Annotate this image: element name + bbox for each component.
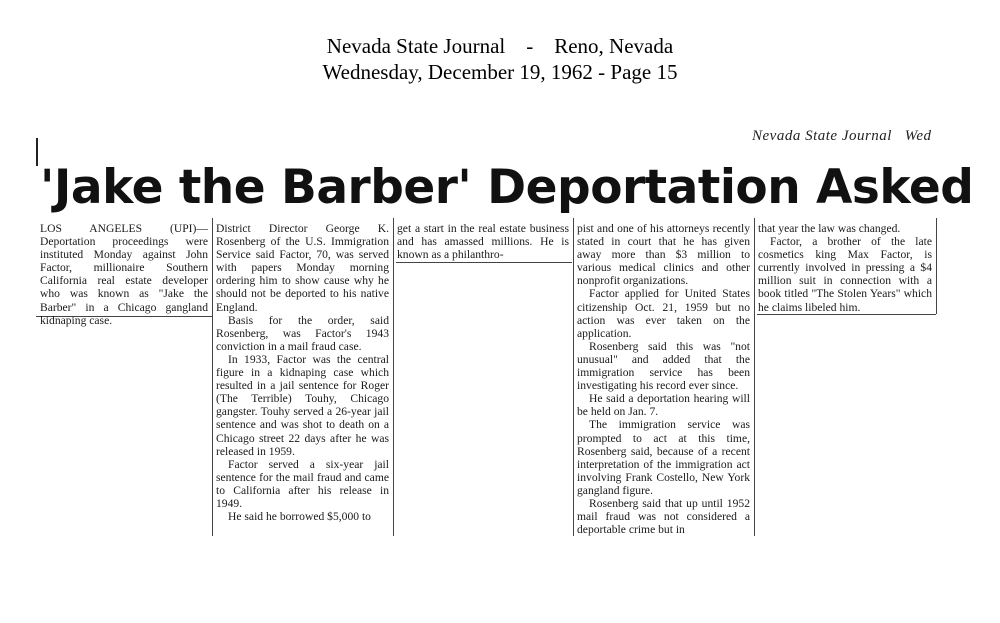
caption-line-2: Wednesday, December 19, 1962 - Page 15 <box>322 60 678 84</box>
article-column-2 <box>216 222 389 523</box>
column-end-rule <box>396 262 572 263</box>
article-column-4 <box>577 222 750 536</box>
article-paragraph: LOS ANGELES (UPI)—Deportation proceedings were instituted Monday against John Factor, millionaire Southern California real estate developer who was known as "Jake the Barber" in a Chicago gangland kidnaping case. <box>40 222 208 327</box>
article-paragraph: Rosenberg said this was "not unusual" and added that the immigration service has been investigating his record ever since. <box>577 339 750 393</box>
article-paragraph: Factor applied for United States citizenship Oct. 21, 1959 but no action was ever taken on the application. <box>577 287 750 340</box>
article-paragraph: District Director George K. Rosenberg of the U.S. Immigration Service said Factor, 70, was served with papers Monday morning ordering him to show cause why he should not be deported to his native England. <box>216 222 389 314</box>
article-paragraph: get a start in the real estate business and has amassed millions. He is known as a philanthro- <box>397 222 569 262</box>
masthead: Nevada State Journal Wed <box>752 128 932 144</box>
clipping-edge-mark <box>36 138 38 166</box>
column-end-rule <box>757 314 936 315</box>
column-rule <box>754 218 755 536</box>
article-paragraph: Factor, a brother of the late cosmetics king Max Factor, is currently involved in pressing a $4 million suit in connection with a book titled "The Stolen Years" which he claims libeled him. <box>758 235 932 314</box>
column-rule <box>393 218 394 536</box>
article-paragraph: that year the law was changed. <box>758 222 901 235</box>
article-column-5 <box>758 222 932 314</box>
headline: 'Jake the Barber' Deportation Asked <box>40 160 974 215</box>
article-paragraph: Factor served a six-year jail sentence for the mail fraud and came to California after his release in 1949. <box>216 457 389 510</box>
article-paragraph: In 1933, Factor was the central figure in a kidnaping case which resulted in a jail sentence for Roger (The Terrible) Touhy, Chicago gangster. Touhy served a 26-year jail sentence and was shot to death on a Chicago street 22 days after he was released in 1959. <box>216 352 389 458</box>
article-paragraph: He said he borrowed $5,000 to <box>228 510 371 524</box>
article-paragraph: The immigration service was prompted to act at this time, Rosenberg said, because of a recent interpretation of the immigration act involving Frank Costello, New York gangland figure. <box>577 418 750 497</box>
column-rule <box>936 218 937 314</box>
column-rule <box>212 218 213 536</box>
article-paragraph: He said a deportation hearing will be held on Jan. 7. <box>577 392 750 419</box>
article-paragraph: pist and one of his attorneys recently stated in court that he has given away more than $3 million to various medical clinics and other nonprofit organizations. <box>577 222 750 288</box>
article-column-3 <box>397 222 569 261</box>
article-column-1 <box>40 222 208 327</box>
column-rule <box>573 218 574 536</box>
article-paragraph: Basis for the order, said Rosenberg, was Factor's 1943 conviction in a mail fraud case. <box>216 313 389 353</box>
caption-line-1: Nevada State Journal - Reno, Nevada <box>326 34 674 58</box>
article-paragraph: Rosenberg said that up until 1952 mail fraud was not considered a deportable crime but in <box>577 496 750 537</box>
